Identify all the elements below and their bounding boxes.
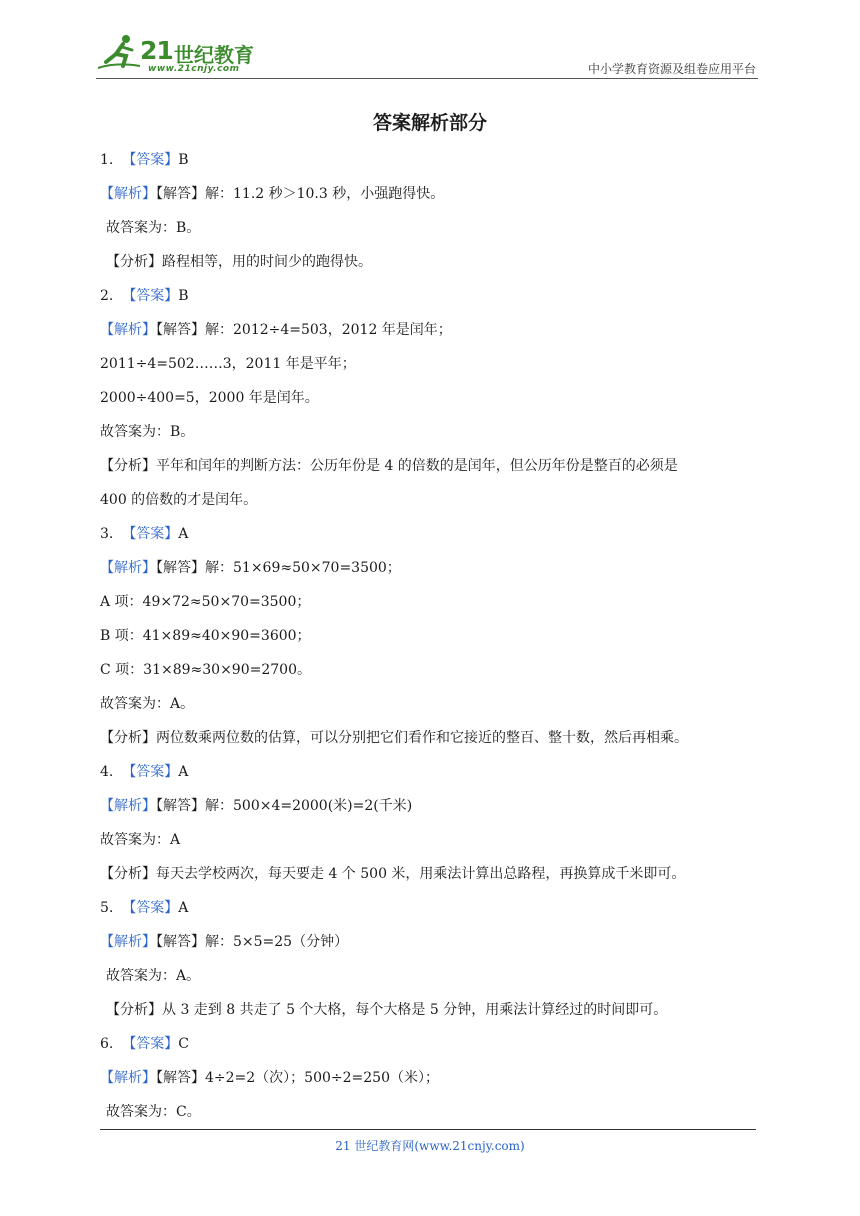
question-6-answer <box>100 1034 189 1054</box>
question-4-fenxi <box>100 864 685 884</box>
question-5-answer <box>100 898 188 918</box>
question-number: 1. <box>100 152 114 168</box>
answer-value: A <box>178 900 189 916</box>
solution-line: A 项：49×72≈50×70=3500； <box>100 594 311 610</box>
fenxi-tag: 【分析】 <box>100 458 156 474</box>
solution-line: 2011÷4=502……3，2011 年是平年； <box>100 356 356 372</box>
question-1-conclusion: 故答案为：B。 <box>106 220 201 236</box>
question-6-analysis <box>100 1068 439 1088</box>
answer-tag: 【答案】 <box>122 900 179 916</box>
jieda-tag: 【解答】 <box>156 934 205 950</box>
solution-line: B 项：41×89≈40×90=3600； <box>100 628 311 644</box>
answer-tag: 【答案】 <box>122 1036 179 1052</box>
fenxi-tag: 【分析】 <box>100 730 156 746</box>
question-4-conclusion: 故答案为：A <box>100 832 181 848</box>
jieda-tag: 【解答】 <box>156 322 205 338</box>
fenxi-text: 平年和闰年的判断方法：公历年份是 4 的倍数的是闰年，但公历年份是整百的必须是 <box>156 458 678 474</box>
answer-value: A <box>178 764 189 780</box>
jiexi-tag: 【解析】 <box>100 934 156 950</box>
solution-line: C 项：31×89≈30×90=2700。 <box>100 662 311 678</box>
question-2-analysis <box>100 320 452 340</box>
fenxi-text: 每天去学校两次，每天要走 4 个 500 米，用乘法计算出总路程，再换算成千米即可。 <box>156 866 686 882</box>
logo <box>96 32 266 76</box>
fenxi-continuation: 400 的倍数的才是闰年。 <box>100 492 258 508</box>
jiexi-tag: 【解析】 <box>100 1070 156 1086</box>
question-3-analysis <box>100 558 401 578</box>
solution-text: 解：5×5=25（分钟） <box>205 934 349 950</box>
question-1-analysis <box>100 184 444 204</box>
fenxi-text: 路程相等，用的时间少的跑得快。 <box>162 254 372 270</box>
jieda-tag: 【解答】 <box>156 560 205 576</box>
fenxi-tag: 【分析】 <box>100 866 156 882</box>
page-title: 答案解析部分 <box>372 112 487 134</box>
answer-value: C <box>178 1036 189 1052</box>
fenxi-tag: 【分析】 <box>106 254 162 270</box>
page-header <box>96 32 758 79</box>
question-3-fenxi <box>100 728 688 748</box>
question-3-answer <box>100 524 188 544</box>
jiexi-tag: 【解析】 <box>100 186 156 202</box>
question-number: 6. <box>100 1036 114 1052</box>
jiexi-tag: 【解析】 <box>100 322 156 338</box>
footer-divider <box>100 1129 756 1130</box>
question-1-fenxi <box>106 252 372 272</box>
logo-number: 21 <box>140 36 173 65</box>
question-number: 2. <box>100 288 114 304</box>
jieda-tag: 【解答】 <box>156 1070 205 1086</box>
fenxi-tag: 【分析】 <box>106 1002 162 1018</box>
answer-value: B <box>178 288 189 304</box>
question-1-answer <box>100 150 189 170</box>
question-5-analysis <box>100 932 348 952</box>
question-number: 4. <box>100 764 114 780</box>
runner-logo-icon <box>96 32 142 74</box>
fenxi-text: 从 3 走到 8 共走了 5 个大格，每个大格是 5 分钟，用乘法计算经过的时间即可。 <box>162 1002 668 1018</box>
jieda-tag: 【解答】 <box>156 186 205 202</box>
jieda-tag: 【解答】 <box>156 798 205 814</box>
answer-value: A <box>178 526 189 542</box>
answer-value: B <box>178 152 189 168</box>
question-number: 3. <box>100 526 114 542</box>
jiexi-tag: 【解析】 <box>100 560 156 576</box>
footer-link[interactable]: 21 世纪教育网(www.21cnjy.com) <box>335 1139 525 1153</box>
question-2-conclusion: 故答案为：B。 <box>100 424 195 440</box>
question-number: 5. <box>100 900 114 916</box>
solution-text: 解：2012÷4=503，2012 年是闰年； <box>205 322 452 338</box>
answer-tag: 【答案】 <box>122 764 179 780</box>
solution-text: 解：51×69≈50×70=3500； <box>205 560 401 576</box>
solution-text: 4÷2=2（次）；500÷2=250（米）； <box>205 1070 439 1086</box>
question-6-conclusion: 故答案为：C。 <box>106 1104 201 1120</box>
solution-line: 2000÷400=5，2000 年是闰年。 <box>100 390 319 406</box>
question-4-analysis <box>100 796 412 816</box>
fenxi-text: 两位数乘两位数的估算，可以分别把它们看作和它接近的整百、整十数，然后再相乘。 <box>156 730 688 746</box>
jiexi-tag: 【解析】 <box>100 798 156 814</box>
question-5-conclusion: 故答案为：A。 <box>106 968 201 984</box>
logo-url: www.21cnjy.com <box>148 64 240 74</box>
question-2-answer <box>100 286 189 306</box>
answer-tag: 【答案】 <box>122 152 179 168</box>
header-platform-text: 中小学教育资源及组卷应用平台 <box>587 62 756 76</box>
answer-tag: 【答案】 <box>122 288 179 304</box>
question-3-conclusion: 故答案为：A。 <box>100 696 195 712</box>
solution-text: 解：500×4=2000(米)=2(千米) <box>205 798 413 814</box>
question-4-answer <box>100 762 188 782</box>
question-5-fenxi <box>106 1000 667 1020</box>
logo-text: 世纪教育 <box>174 43 254 67</box>
question-2-fenxi <box>100 456 678 476</box>
answer-tag: 【答案】 <box>122 526 179 542</box>
solution-text: 解：11.2 秒＞10.3 秒，小强跑得快。 <box>205 186 445 202</box>
